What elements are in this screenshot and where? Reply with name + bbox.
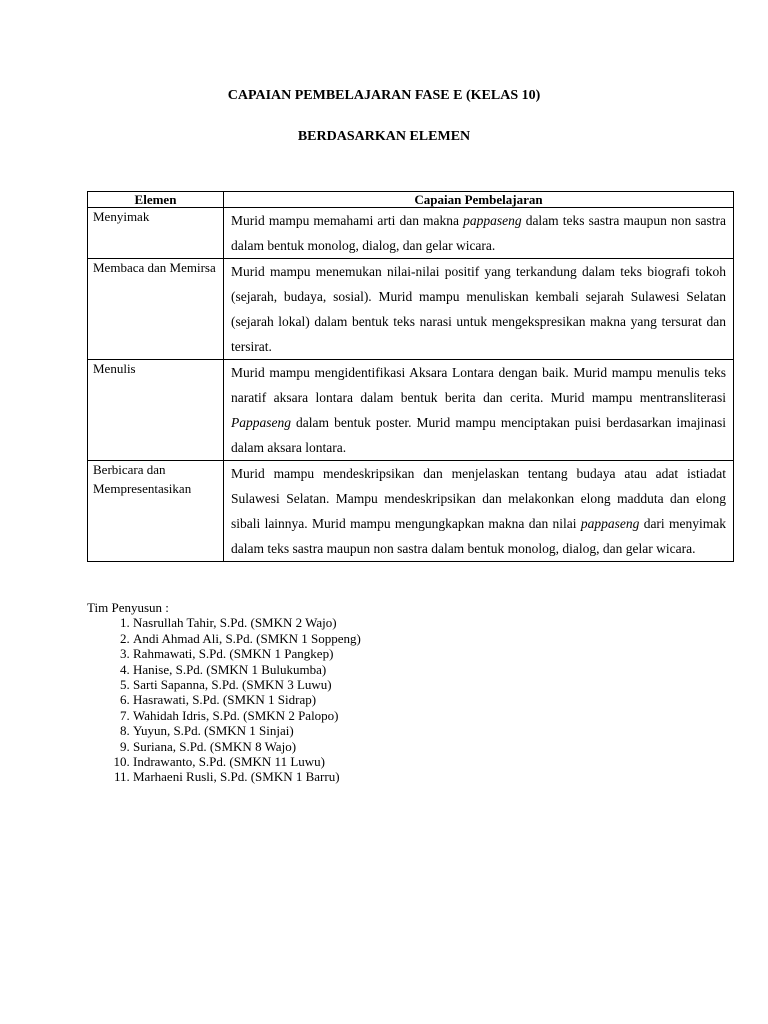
team-section — [87, 600, 361, 785]
outcome-cell: Murid mampu mendeskripsikan dan menjelaskan tentang budaya atau adat istiadat Sulawesi Selatan. Mampu mendeskripsikan dan melakonkan elong madduta dan elong sibali lainnya. Murid mampu mengungkapkan makna dan nilai pappaseng dari menyimak dalam teks sastra maupun non sastra dalam bentuk monolog, dialog, dan gelar wicara. — [224, 461, 734, 562]
list-item: 10. Indrawanto, S.Pd. (SMKN 11 Luwu) — [133, 754, 361, 769]
list-item: 8. Yuyun, S.Pd. (SMKN 1 Sinjai) — [133, 723, 361, 738]
table-row — [88, 259, 734, 360]
element-cell: Berbicara dan Mempresentasikan — [88, 461, 224, 562]
outcome-cell: Murid mampu menemukan nilai-nilai positif yang terkandung dalam teks biografi tokoh (sejarah, budaya, sosial). Murid mampu menuliskan kembali sejarah Sulawesi Selatan (sejarah lokal) dalam bentuk teks narasi untuk mengekspresikan makna yang tersurat dan tersirat. — [224, 259, 734, 360]
element-cell: Menulis — [88, 360, 224, 461]
table-header-row — [88, 192, 734, 208]
list-item: 11. Marhaeni Rusli, S.Pd. (SMKN 1 Barru) — [133, 769, 361, 784]
table-row — [88, 461, 734, 562]
team-list — [87, 615, 361, 784]
element-cell: Menyimak — [88, 208, 224, 259]
list-item: 3. Rahmawati, S.Pd. (SMKN 1 Pangkep) — [133, 646, 361, 661]
table-row — [88, 208, 734, 259]
list-item: 7. Wahidah Idris, S.Pd. (SMKN 2 Palopo) — [133, 708, 361, 723]
list-item: 9. Suriana, S.Pd. (SMKN 8 Wajo) — [133, 739, 361, 754]
team-label: Tim Penyusun : — [87, 600, 169, 615]
italic-term: Pappaseng — [231, 415, 291, 430]
list-item: 5. Sarti Sapanna, S.Pd. (SMKN 3 Luwu) — [133, 677, 361, 692]
table-row — [88, 360, 734, 461]
list-item: 6. Hasrawati, S.Pd. (SMKN 1 Sidrap) — [133, 692, 361, 707]
learning-outcomes-table — [87, 191, 734, 562]
header-element: Elemen — [88, 192, 224, 208]
list-item: 2. Andi Ahmad Ali, S.Pd. (SMKN 1 Soppeng) — [133, 631, 361, 646]
page-subtitle: BERDASARKAN ELEMEN — [297, 129, 471, 144]
italic-term: pappaseng — [580, 516, 640, 531]
element-cell: Membaca dan Memirsa — [88, 259, 224, 360]
page-title: CAPAIAN PEMBELAJARAN FASE E (KELAS 10) — [227, 88, 541, 103]
italic-term: pappaseng — [463, 213, 522, 228]
list-item: 1. Nasrullah Tahir, S.Pd. (SMKN 2 Wajo) — [133, 615, 361, 630]
outcome-cell: Murid mampu memahami arti dan makna pappaseng dalam teks sastra maupun non sastra dalam bentuk monolog, dialog, dan gelar wicara. — [224, 208, 734, 259]
list-item: 4. Hanise, S.Pd. (SMKN 1 Bulukumba) — [133, 662, 361, 677]
header-learning-outcome: Capaian Pembelajaran — [224, 192, 734, 208]
outcome-cell: Murid mampu mengidentifikasi Aksara Lontara dengan baik. Murid mampu menulis teks naratif aksara lontara dalam bentuk berita dan cerita. Murid mampu mentransliterasi Pappaseng dalam bentuk poster. Murid mampu menciptakan puisi berdasarkan imajinasi dalam aksara lontara. — [224, 360, 734, 461]
